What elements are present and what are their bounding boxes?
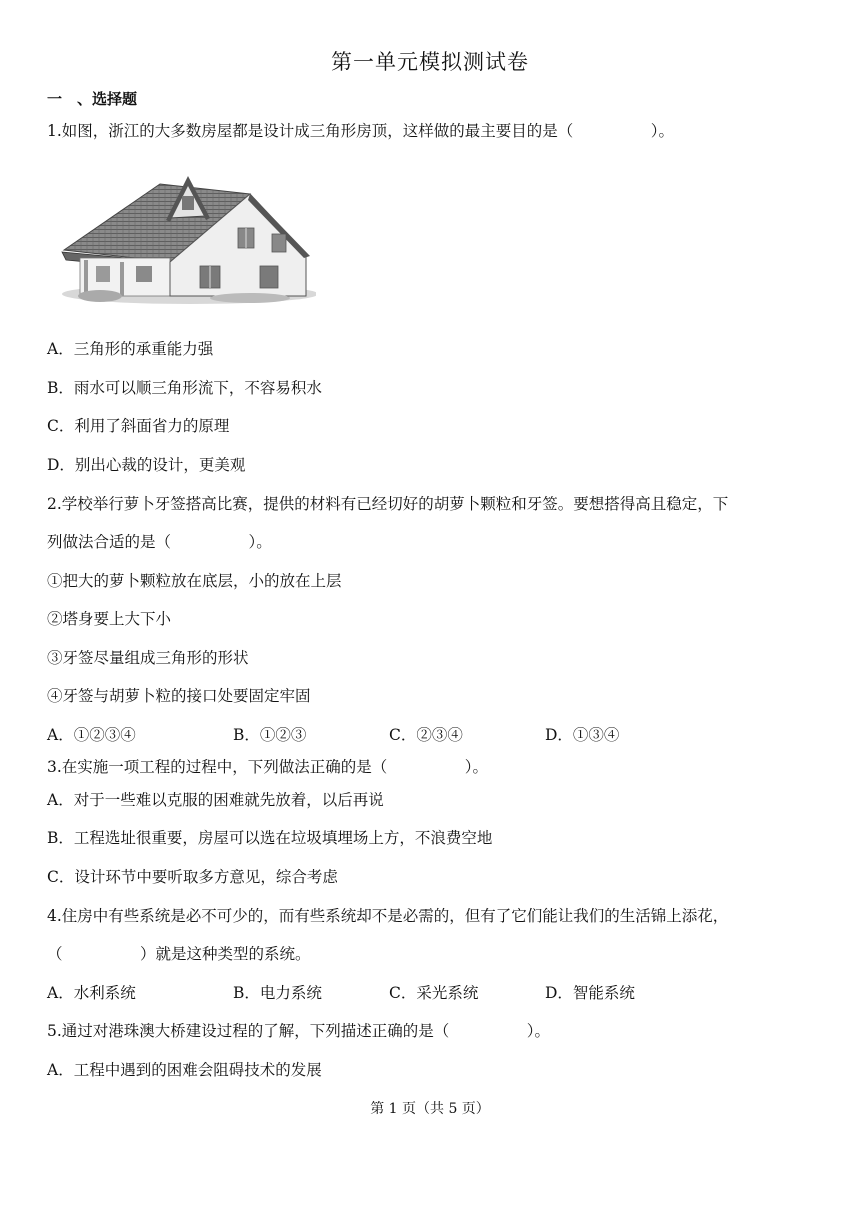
question-4-option-b: B．电力系统 xyxy=(233,984,322,1002)
question-4-stem-line-2: （ ）就是这种类型的系统。 xyxy=(47,945,311,963)
question-4-option-c: C．采光系统 xyxy=(389,984,479,1002)
page-title: 第一单元模拟测试卷 xyxy=(331,50,529,74)
question-3-option-c: C．设计环节中要听取多方意见，综合考虑 xyxy=(47,868,338,886)
question-1-option-d: D．别出心裁的设计，更美观 xyxy=(47,456,246,474)
question-2-option-a: A．①②③④ xyxy=(47,726,136,744)
question-2-statement-3: ③牙签尽量组成三角形的形状 xyxy=(47,649,249,667)
question-4-stem-line-1: 4.住房中有些系统是必不可少的，而有些系统却不是必需的，但有了它们能让我们的生活锦上添花， xyxy=(47,907,729,925)
house-illustration xyxy=(60,158,316,304)
question-3-option-a: A．对于一些难以克服的困难就先放着，以后再说 xyxy=(47,791,384,809)
question-2-option-b: B．①②③ xyxy=(233,726,307,744)
question-2-statement-2: ②塔身要上大下小 xyxy=(47,610,172,628)
question-2-stem-line-2: 列做法合适的是（ ）。 xyxy=(47,533,272,551)
question-1-option-c: C．利用了斜面省力的原理 xyxy=(47,417,230,435)
question-2-option-d: D．①③④ xyxy=(545,726,620,744)
question-2-option-c: C．②③④ xyxy=(389,726,463,744)
section-heading: 一 、选择题 xyxy=(47,90,138,108)
question-3-stem: 3.在实施一项工程的过程中，下列做法正确的是（ ）。 xyxy=(47,758,489,776)
question-1-option-a: A．三角形的承重能力强 xyxy=(47,340,214,358)
question-2-statement-1: ①把大的萝卜颗粒放在底层，小的放在上层 xyxy=(47,572,342,590)
question-2-stem-line-1: 2.学校举行萝卜牙签搭高比赛，提供的材料有已经切好的胡萝卜颗粒和牙签。要想搭得高且稳定，下 xyxy=(47,495,729,513)
page-footer: 第 1 页（共 5 页） xyxy=(370,1101,490,1117)
question-1-stem: 1.如图，浙江的大多数房屋都是设计成三角形房顶，这样做的最主要目的是（ ）。 xyxy=(47,122,675,140)
question-4-option-d: D．智能系统 xyxy=(545,984,635,1002)
question-3-option-b: B．工程选址很重要，房屋可以选在垃圾填埋场上方，不浪费空地 xyxy=(47,829,493,847)
question-5-stem: 5.通过对港珠澳大桥建设过程的了解，下列描述正确的是（ ）。 xyxy=(47,1022,551,1040)
question-1-option-b: B．雨水可以顺三角形流下，不容易积水 xyxy=(47,379,322,397)
question-4-option-a: A．水利系统 xyxy=(47,984,136,1002)
question-2-statement-4: ④牙签与胡萝卜粒的接口处要固定牢固 xyxy=(47,687,311,705)
question-5-option-a: A．工程中遇到的困难会阻碍技术的发展 xyxy=(47,1061,322,1079)
